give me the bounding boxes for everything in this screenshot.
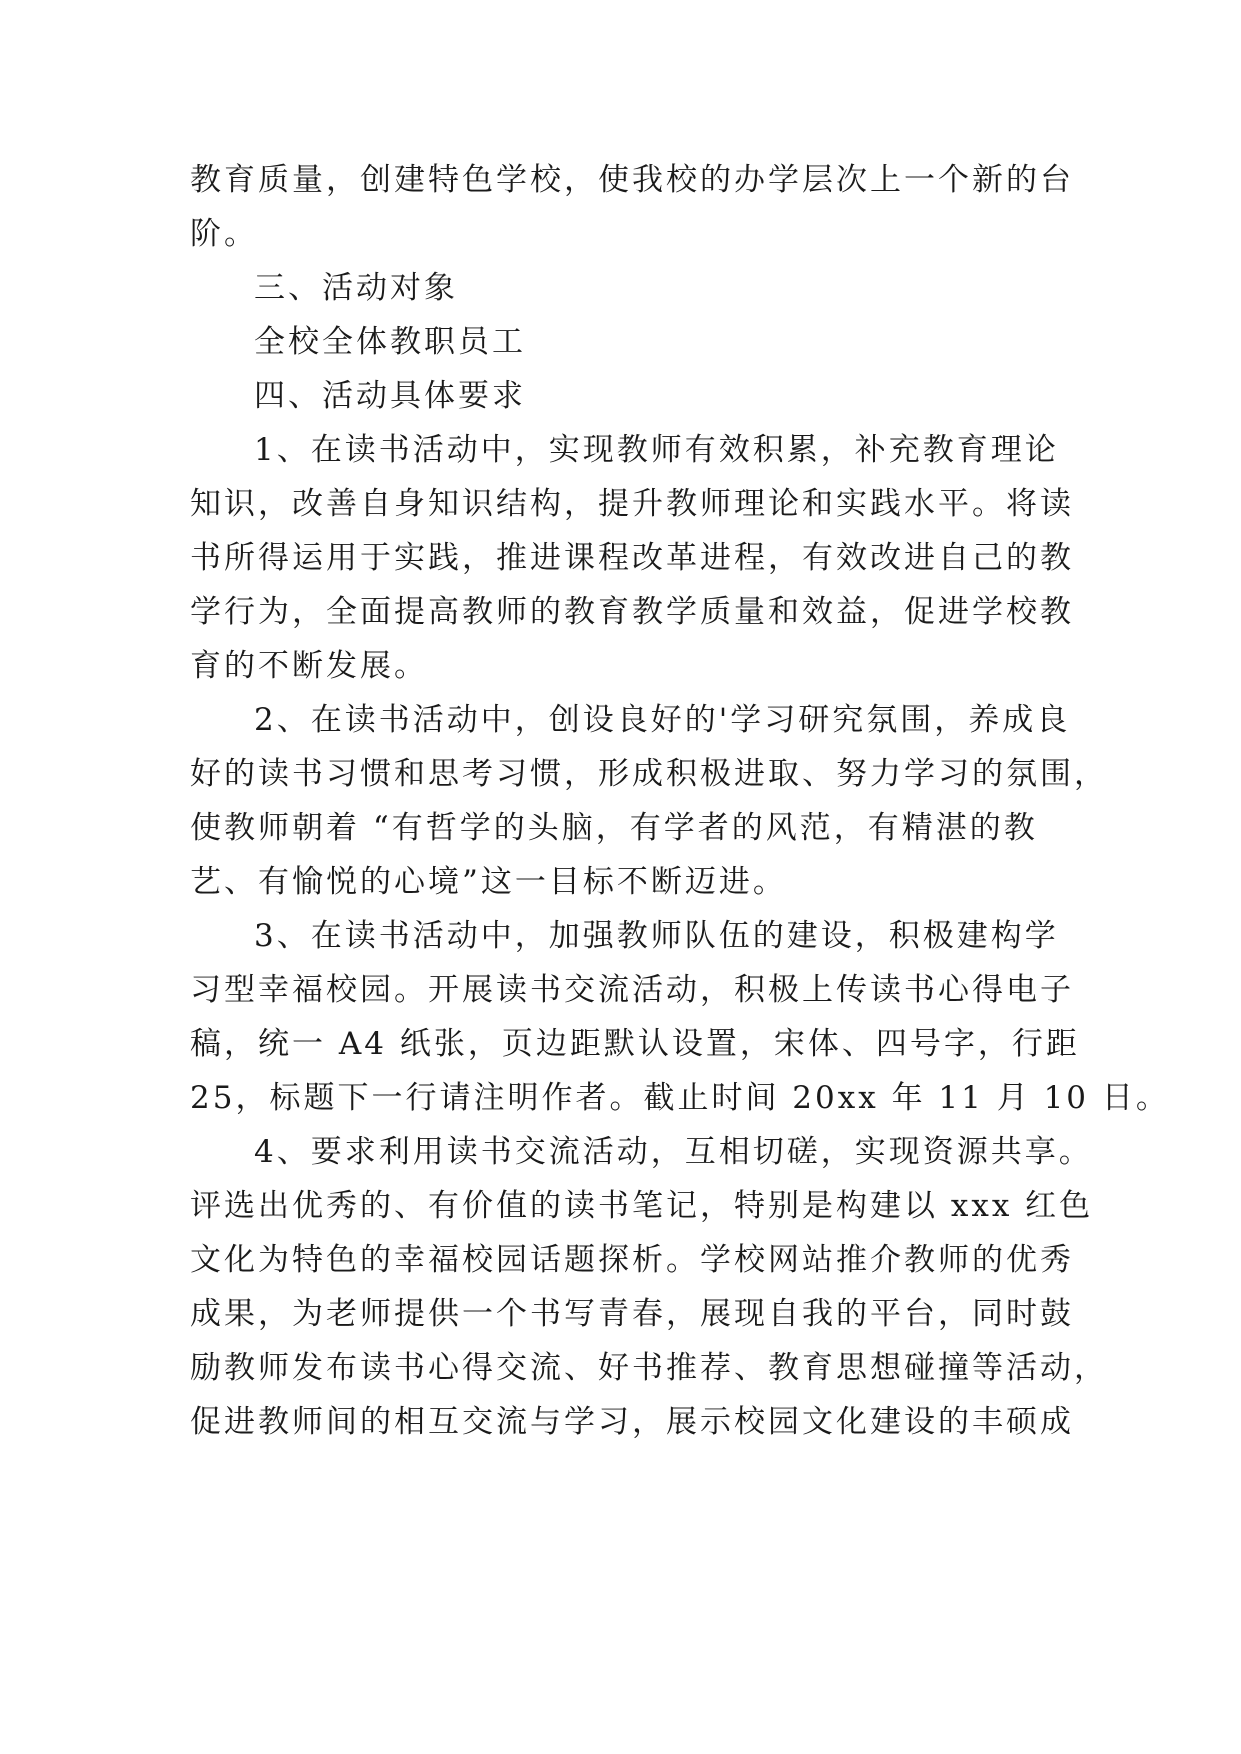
section-heading: 四、活动具体要求 [254,378,526,414]
body-line: 文化为特色的幸福校园话题探析。学校网站推介教师的优秀 [190,1242,1074,1278]
body-line: 艺、有愉悦的心境”这一目标不断迈进。 [190,864,787,900]
body-line: 促进教师间的相互交流与学习，展示校园文化建设的丰硕成 [190,1404,1074,1440]
body-line: 评选出优秀的、有价值的读书笔记，特别是构建以 xxx 红色 [190,1188,1094,1224]
body-line: 习型幸福校园。开展读书交流活动，积极上传读书心得电子 [190,972,1074,1008]
body-line: 3、在读书活动中，加强教师队伍的建设，积极建构学 [254,918,1059,954]
body-line: 4、要求利用读书交流活动，互相切磋，实现资源共享。 [254,1134,1093,1170]
body-line: 励教师发布读书心得交流、好书推荐、教育思想碰撞等活动， [190,1350,1108,1386]
body-line: 学行为，全面提高教师的教育教学质量和效益，促进学校教 [190,594,1074,630]
section-heading: 三、活动对象 [254,270,458,306]
body-line: 全校全体教职员工 [254,324,526,360]
body-line: 1、在读书活动中，实现教师有效积累，补充教育理论 [254,432,1059,468]
body-line: 稿，统一 A4 纸张，页边距默认设置，宋体、四号字，行距 [190,1026,1080,1062]
body-line: 育的不断发展。 [190,648,428,684]
body-line: 书所得运用于实践，推进课程改革进程，有效改进自己的教 [190,540,1074,576]
body-line: 25，标题下一行请注明作者。截止时间 20xx 年 11 月 10 日。 [190,1080,1170,1116]
body-line: 阶。 [190,216,258,252]
body-line: 使教师朝着 “有哲学的头脑，有学者的风范，有精湛的教 [190,810,1038,846]
body-line: 成果，为老师提供一个书写青春，展现自我的平台，同时鼓 [190,1296,1074,1332]
body-line: 教育质量，创建特色学校，使我校的办学层次上一个新的台 [190,162,1074,198]
body-line: 2、在读书活动中，创设良好的'学习研究氛围，养成良 [254,702,1071,738]
body-line: 好的读书习惯和思考习惯，形成积极进取、努力学习的氛围， [190,756,1108,792]
body-line: 知识，改善自身知识结构，提升教师理论和实践水平。将读 [190,486,1074,522]
